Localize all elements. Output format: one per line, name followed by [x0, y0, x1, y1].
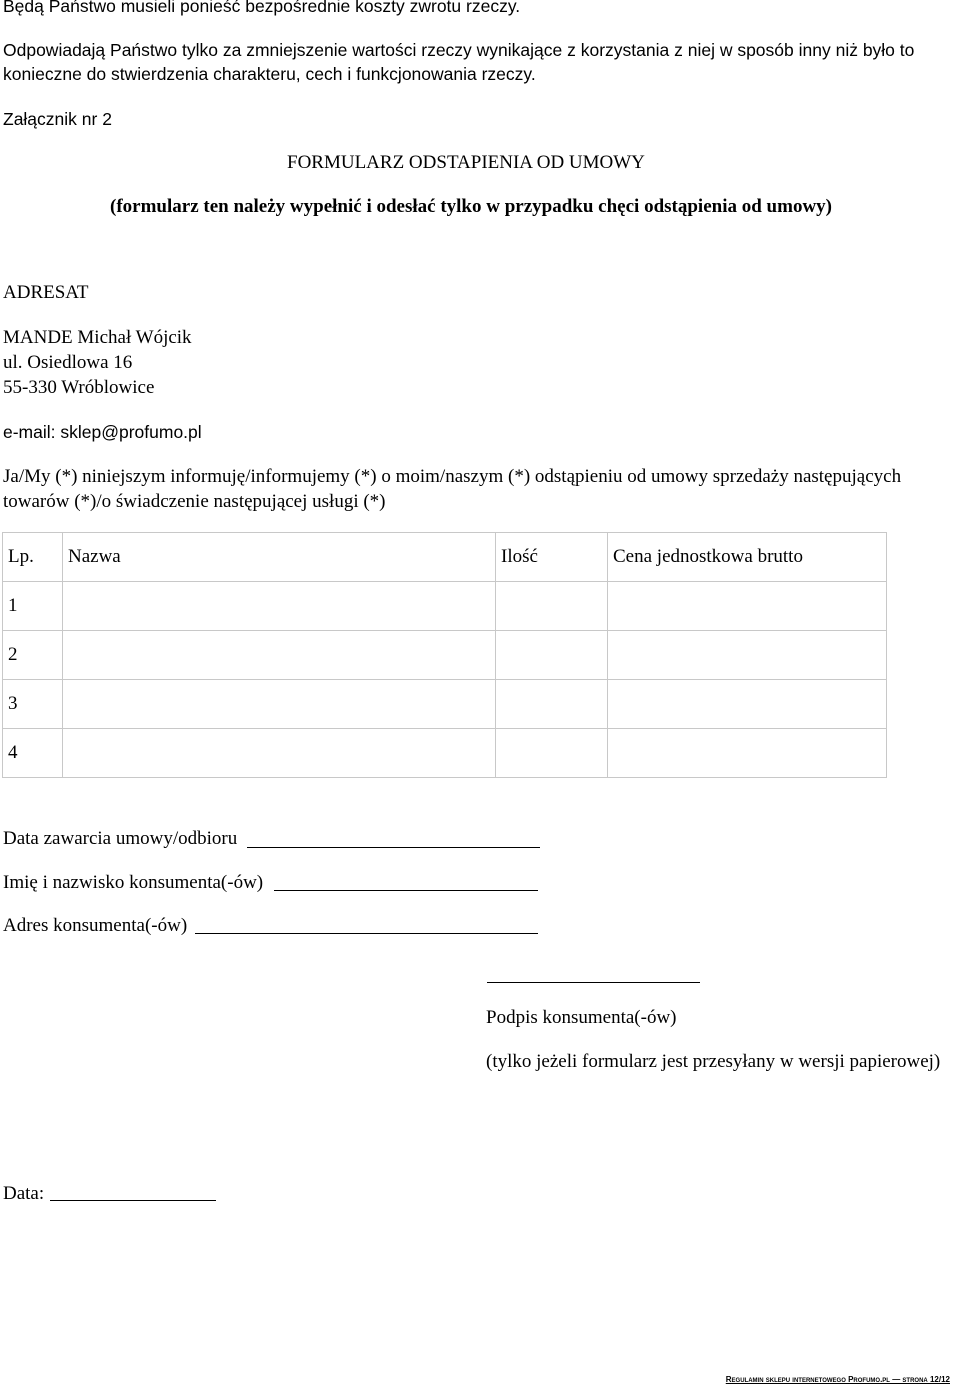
addressee-heading: ADRESAT [3, 282, 89, 303]
row-quantity-cell[interactable] [496, 729, 608, 778]
row-name-cell[interactable] [63, 729, 496, 778]
consumer-name-label: Imię i nazwisko konsumenta(-ów) [3, 872, 264, 893]
items-table [2, 532, 887, 778]
addressee-email: e-mail: sklep@profumo.pl [3, 422, 202, 442]
table-row [3, 631, 887, 680]
intro-line-3: konieczne do stwierdzenia charakteru, cech i funkcjonowania rzeczy. [3, 64, 536, 84]
row-number: 3 [3, 680, 63, 729]
row-quantity-cell[interactable] [496, 680, 608, 729]
row-number: 4 [3, 729, 63, 778]
consumer-address-line[interactable] [195, 933, 538, 934]
contract-date-label: Data zawarcia umowy/odbioru [3, 828, 238, 849]
header-unit-price: Cena jednostkowa brutto [608, 533, 887, 582]
row-price-cell[interactable] [608, 582, 887, 631]
row-number: 2 [3, 631, 63, 680]
intro-line-2: Odpowiadają Państwo tylko za zmniejszenie wartości rzeczy wynikające z korzystania z niej w sposób inny niż było to [3, 40, 915, 60]
addressee-city: 55-330 Wróblowice [3, 377, 155, 398]
page-footer: Regulamin sklepu internetowego Profumo.pl — strona 12/12 [725, 1375, 950, 1384]
consumer-name-line[interactable] [274, 890, 538, 891]
signature-label: Podpis konsumenta(-ów) [486, 1007, 677, 1028]
header-name: Nazwa [63, 533, 496, 582]
addressee-name: MANDE Michał Wójcik [3, 327, 192, 348]
addressee-street: ul. Osiedlowa 16 [3, 352, 133, 373]
row-price-cell[interactable] [608, 631, 887, 680]
header-quantity: Ilość [496, 533, 608, 582]
date-label: Data: [3, 1183, 45, 1204]
row-number: 1 [3, 582, 63, 631]
form-subtitle: (formularz ten należy wypełnić i odesłać tylko w przypadku chęci odstąpienia od umowy) [110, 196, 832, 217]
intro-line-1: Będą Państwo musieli ponieść bezpośrednie koszty zwrotu rzeczy. [3, 0, 521, 16]
table-row [3, 582, 887, 631]
declaration-line-1: Ja/My (*) niniejszym informuję/informujemy (*) o moim/naszym (*) odstąpieniu od umowy sprzedaży następujących [3, 466, 902, 487]
row-price-cell[interactable] [608, 729, 887, 778]
signature-note: (tylko jeżeli formularz jest przesyłany w wersji papierowej) [486, 1051, 941, 1072]
declaration-line-2: towarów (*)/o świadczenie następującej usługi (*) [3, 491, 386, 512]
table-row [3, 729, 887, 778]
row-quantity-cell[interactable] [496, 631, 608, 680]
attachment-label: Załącznik nr 2 [3, 109, 112, 129]
row-quantity-cell[interactable] [496, 582, 608, 631]
table-row [3, 680, 887, 729]
table-header-row [3, 533, 887, 582]
row-name-cell[interactable] [63, 631, 496, 680]
signature-line[interactable] [487, 982, 700, 983]
row-price-cell[interactable] [608, 680, 887, 729]
row-name-cell[interactable] [63, 582, 496, 631]
form-title: FORMULARZ ODSTAPIENIA OD UMOWY [287, 152, 645, 173]
header-lp: Lp. [3, 533, 63, 582]
row-name-cell[interactable] [63, 680, 496, 729]
contract-date-line[interactable] [247, 847, 540, 848]
date-line[interactable] [50, 1200, 216, 1201]
consumer-address-label: Adres konsumenta(-ów) [3, 915, 188, 936]
